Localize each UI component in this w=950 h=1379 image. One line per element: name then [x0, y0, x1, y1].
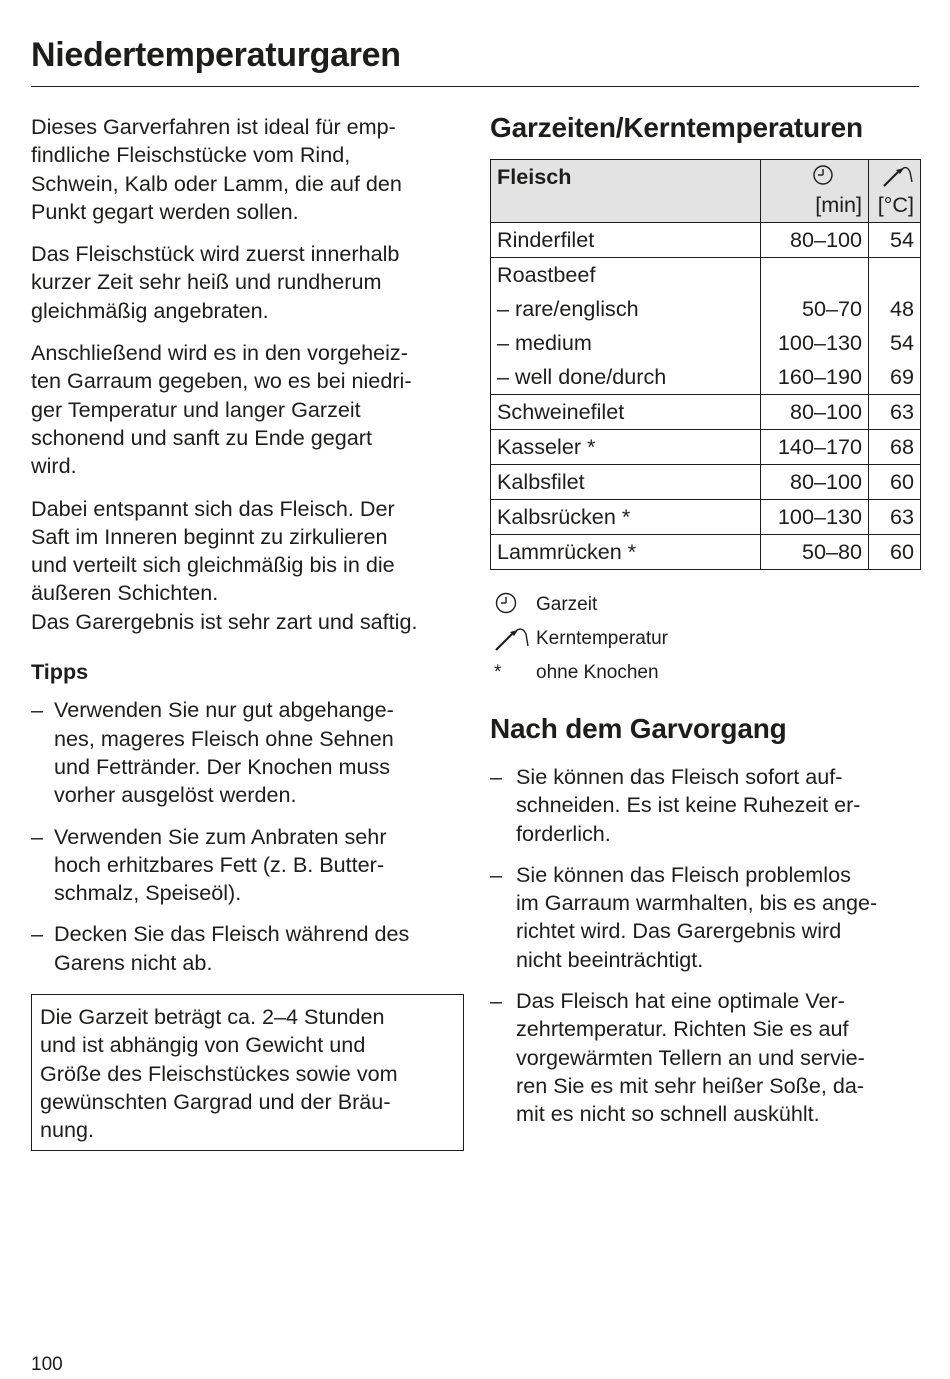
- list-item: [31, 920, 471, 977]
- intro-column: [31, 113, 471, 990]
- meat-name: Schweinefilet: [491, 395, 761, 430]
- legend-label: Kerntemperatur: [536, 628, 669, 649]
- cook-time: 50–70: [801, 296, 862, 321]
- header-time-unit: [min]: [815, 192, 862, 217]
- meat-name: Kasseler *: [491, 430, 761, 465]
- cooking-table: [490, 159, 921, 570]
- meat-name: Rinderfilet: [491, 223, 761, 258]
- meat-name: Kalbsrücken *: [491, 500, 761, 535]
- table-legend: [494, 588, 668, 690]
- cook-time: 80–100: [761, 465, 869, 500]
- meat-name: Lammrücken *: [491, 535, 761, 570]
- section-heading: Garzeiten/Kerntemperaturen: [490, 112, 863, 143]
- header-temp-unit: [°C]: [877, 192, 914, 217]
- core-temp: 54: [889, 330, 914, 355]
- tips-list: [31, 696, 471, 977]
- core-temp: 60: [869, 465, 921, 500]
- meat-name: Kalbsfilet: [491, 465, 761, 500]
- meat-name: – rare/englisch: [497, 296, 639, 321]
- header-temp: [869, 160, 921, 223]
- dash-marker: –: [31, 697, 44, 723]
- meat-name: Roastbeef: [497, 262, 596, 287]
- table-row: [491, 395, 921, 430]
- after-cooking-list: [490, 763, 922, 1129]
- intro-paragraph: Dieses Garverfahren ist ideal für emp- findliche Fleischstücke vom Rind, Schwein, Kalb oder Lamm, die auf den Punkt gegart werden sollen.: [31, 114, 402, 224]
- cook-time: 50–80: [761, 535, 869, 570]
- legend-item: [494, 622, 668, 656]
- cook-time: 140–170: [761, 430, 869, 465]
- meat-group: [491, 258, 761, 395]
- tip-text: Decken Sie das Fleisch während des Garens nicht ab.: [54, 921, 410, 975]
- table-row: [491, 430, 921, 465]
- spacer: [767, 258, 862, 292]
- table-row: [491, 258, 921, 395]
- header-meat-label: Fleisch: [497, 164, 572, 189]
- core-temp: 68: [869, 430, 921, 465]
- cook-time: 80–100: [761, 395, 869, 430]
- after-text: Sie können das Fleisch sofort auf- schneiden. Es ist keine Ruhezeit er- forderlich.: [516, 764, 861, 846]
- table-header-row: [491, 160, 921, 223]
- after-text: Das Fleisch hat eine optimale Ver- zehrtemperatur. Richten Sie es auf vorgewärmten Tellern an und servie- ren Sie es mit sehr heißer Soße, da- mit es nicht so schnell auskühlt.: [516, 988, 865, 1127]
- dash-marker: –: [31, 921, 44, 947]
- core-temp: 69: [889, 364, 914, 389]
- table-row: [491, 535, 921, 570]
- dash-marker: –: [490, 988, 503, 1014]
- dash-marker: –: [31, 823, 44, 849]
- core-temp-group: [869, 258, 921, 395]
- after-text: Sie können das Fleisch problemlos im Garraum warmhalten, bis es ange- richtet wird. Das Garergebnis wird nicht beeinträchtigt.: [516, 861, 878, 972]
- legend-item: [494, 656, 668, 690]
- core-temp: 60: [869, 535, 921, 570]
- cooking-section: [490, 108, 920, 148]
- cook-time: 100–130: [777, 330, 862, 355]
- table-row: [491, 465, 921, 500]
- list-item: [490, 861, 922, 974]
- legend-label: Garzeit: [536, 594, 598, 615]
- dash-marker: –: [490, 764, 503, 789]
- title-rule: [31, 86, 919, 87]
- core-temp: 48: [889, 296, 914, 321]
- cook-time: 160–190: [777, 364, 862, 389]
- asterisk-symbol: *: [494, 662, 502, 683]
- tips-heading: Tipps: [31, 659, 89, 685]
- core-temp: 63: [869, 395, 921, 430]
- core-temp: 63: [869, 500, 921, 535]
- section-heading: Nach dem Garvorgang: [490, 713, 787, 744]
- legend-item: [494, 588, 668, 622]
- legend-label: ohne Knochen: [536, 662, 659, 683]
- clock-icon: [767, 160, 862, 190]
- cook-time-group: [761, 258, 869, 395]
- page-title: Niedertemperaturgaren: [31, 36, 401, 74]
- dash-marker: –: [490, 861, 503, 887]
- meat-name: – medium: [497, 330, 592, 355]
- list-item: [490, 763, 922, 848]
- header-time: [761, 160, 869, 223]
- tip-text: Verwenden Sie zum Anbraten sehr hoch erhitzbares Fett (z. B. Butter- schmalz, Speiseöl).: [54, 823, 387, 906]
- table-row: [491, 500, 921, 535]
- intro-paragraph: Dabei entspannt sich das Fleisch. Der Saft im Inneren beginnt zu zirkulieren und verteilt sich gleichmäßig bis in die äußeren Schichten. Das Garergebnis ist sehr zart und saftig.: [31, 495, 418, 634]
- tip-text: Verwenden Sie nur gut abgehange- nes, mageres Fleisch ohne Sehnen und Fettränder. Der Knochen muss vorher ausgelöst werden.: [54, 697, 394, 808]
- list-item: [490, 987, 922, 1128]
- header-meat: [491, 160, 761, 223]
- cook-time: 80–100: [761, 223, 869, 258]
- probe-icon: [875, 160, 914, 190]
- cook-time: 100–130: [761, 500, 869, 535]
- list-item: [31, 823, 471, 908]
- intro-paragraph: Das Fleischstück wird zuerst innerhalb kurzer Zeit sehr heiß und rundherum gleichmäßig angebraten.: [31, 241, 400, 323]
- spacer: [875, 258, 914, 292]
- meat-name: – well done/durch: [497, 364, 667, 389]
- core-temp: 54: [869, 223, 921, 258]
- intro-paragraph: Anschließend wird es in den vorgeheiz- ten Garraum gegeben, wo es bei niedri- ger Temperatur und langer Garzeit schonend und sanft zu Ende gegart wird.: [31, 340, 412, 479]
- page-number: 100: [31, 1354, 63, 1375]
- note-box: Die Garzeit beträgt ca. 2–4 Stunden und ist abhängig von Gewicht und Größe des Fleischstückes sowie vom gewünschten Gargrad und der Bräu- nung.: [31, 994, 464, 1151]
- table-row: [491, 223, 921, 258]
- list-item: [31, 696, 471, 809]
- after-cooking-section: [490, 709, 922, 1142]
